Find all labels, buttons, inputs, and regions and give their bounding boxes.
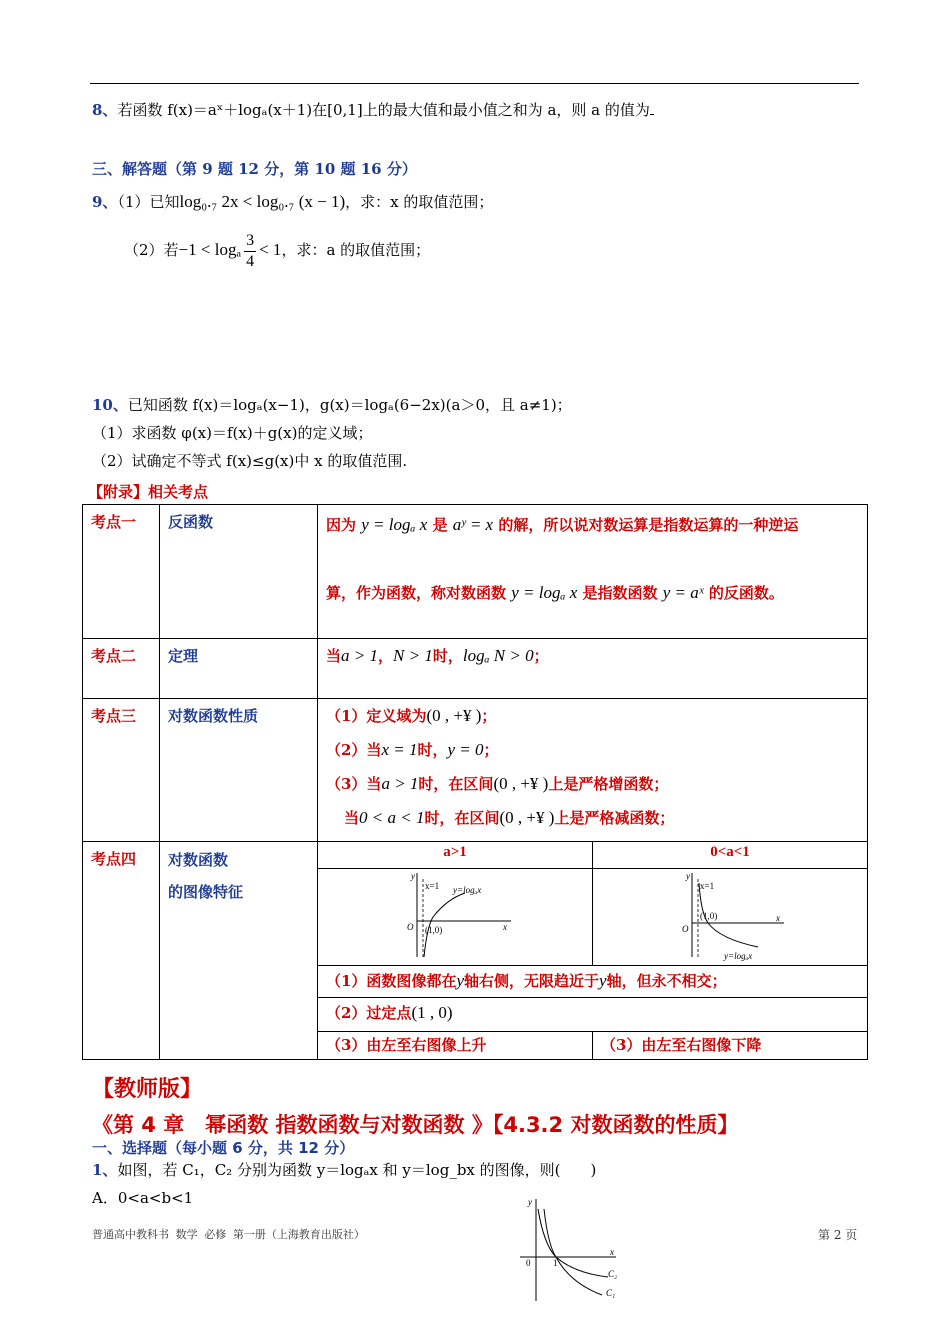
- asymptote-label: x=1: [699, 881, 715, 891]
- text: （2）当: [326, 741, 382, 759]
- question-10-part2: （2）试确定不等式 f(x)≤g(x)中 x 的取值范围.: [92, 452, 408, 470]
- x-label: x: [502, 922, 507, 932]
- table-row: [83, 699, 868, 842]
- c2-label: C₂: [608, 1269, 618, 1279]
- math-expression: −1 < logₐ: [178, 240, 242, 259]
- c1-label: C₁: [606, 1288, 616, 1298]
- text: ，: [378, 647, 394, 665]
- feature-2: [318, 998, 868, 1032]
- math-expression: log₀.₇ 2x < log₀.₇ (x − 1): [179, 192, 346, 211]
- question-text: 已知函数 f(x)＝logₐ(x−1)，g(x)＝logₐ(6−2x)(a＞0，且 a≠1)；: [127, 396, 572, 414]
- text: 的反函数。: [708, 584, 784, 602]
- math-expression: x = 1: [381, 740, 418, 759]
- row-content: [318, 699, 868, 842]
- curve-label: y=logₐx: [452, 885, 482, 895]
- feature-1: [318, 966, 868, 998]
- feature-3-decreasing: （3）由左至右图像下降: [592, 1032, 867, 1060]
- text: ；: [481, 707, 497, 725]
- numerator: 3: [244, 231, 256, 252]
- origin-label: O: [406, 922, 414, 932]
- curve-c1: [544, 1209, 602, 1295]
- table-row: [83, 639, 868, 699]
- log-graph-decreasing: [670, 869, 790, 961]
- text: 时，: [417, 741, 448, 759]
- y-label: y: [685, 871, 690, 881]
- log-graph-increasing: [395, 869, 515, 961]
- row-key: 考点二: [83, 639, 160, 699]
- text: 轴，但永不相交；: [606, 972, 727, 990]
- math-expression: aʸ = x: [452, 515, 494, 534]
- question-number: 10、: [92, 396, 128, 414]
- curve-label: y=logₐx: [723, 951, 753, 961]
- text: （1）已知: [117, 193, 180, 211]
- point-label: (1,0): [424, 925, 443, 935]
- text: ；: [533, 647, 549, 665]
- chapter-title: 《第 4 章 幂函数 指数函数与对数函数 》【4.3.2 对数函数的性质】: [92, 1113, 739, 1137]
- text: 是指数函数: [582, 584, 658, 602]
- math-expression: (1 , 0): [411, 1003, 453, 1022]
- math-expression: (0 , +¥ ): [426, 706, 482, 725]
- text: 当: [326, 647, 342, 665]
- question-9-part2: [124, 231, 430, 279]
- math-expression: 0 < a < 1: [359, 808, 425, 827]
- row-name: [160, 842, 318, 1060]
- math-expression: (0 , +¥ ): [493, 774, 549, 793]
- text: 的解，所以说对数运算是指数运算的一种逆运: [498, 516, 799, 534]
- table-row: [83, 842, 868, 869]
- column-header-a-lt-1: 0<a<1: [592, 842, 867, 869]
- footer-book: 普通高中教科书 数学 必修 第一册（上海教育出版社）: [92, 1228, 365, 1241]
- question-1: [92, 1160, 596, 1180]
- appendix-title: 【附录】相关考点: [88, 483, 209, 501]
- question-text: 如图，若 C₁，C₂ 分别为函数 y＝logₐx 和 y＝log_bx 的图像，则( ): [117, 1161, 597, 1179]
- text: 时，在区间: [418, 775, 494, 793]
- row-content: [318, 639, 868, 699]
- row-key: 考点四: [83, 842, 160, 1060]
- question-10: [92, 395, 572, 415]
- text: 算，作为函数，称对数函数: [326, 584, 507, 602]
- text: ；: [483, 741, 499, 759]
- fraction: [244, 231, 256, 272]
- question-1-graph: [518, 1195, 628, 1305]
- option-a: A．0<a<b<1: [92, 1189, 194, 1207]
- graph-cell: [318, 869, 593, 966]
- text: 对数函数: [168, 851, 229, 869]
- point-label: (1,0): [699, 911, 718, 921]
- row-key: 考点三: [83, 699, 160, 842]
- text: 上是严格增函数；: [548, 775, 669, 793]
- knowledge-table: [82, 504, 868, 1060]
- question-number: 9、: [92, 193, 118, 211]
- row-key: 考点一: [83, 505, 160, 639]
- question-number: 8、: [92, 101, 118, 119]
- math-expression: y = logₐ x: [361, 515, 428, 534]
- row-name: 反函数: [160, 505, 318, 639]
- teacher-edition-title: 【教师版】: [92, 1077, 203, 1102]
- math-expression: logₐ N > 0: [462, 646, 534, 665]
- math-expression: y: [599, 971, 607, 990]
- question-number: 1、: [92, 1161, 118, 1179]
- text: （2）过定点: [326, 1004, 412, 1022]
- text: 轴右侧，无限趋近于: [464, 972, 600, 990]
- y-label: y: [410, 871, 415, 881]
- math-expression: < 1: [259, 240, 282, 259]
- asymptote-label: x=1: [424, 881, 440, 891]
- text: 的图像特征: [168, 883, 244, 901]
- math-expression: a > 1: [381, 774, 419, 793]
- y-label: y: [528, 1197, 532, 1207]
- denominator: 4: [246, 253, 255, 270]
- row-name: 对数函数性质: [160, 699, 318, 842]
- column-header-a-gt-1: a>1: [318, 842, 593, 869]
- text: 上是严格减函数；: [554, 809, 675, 827]
- section-title: 一、选择题（每小题 6 分，共 12 分）: [92, 1139, 355, 1157]
- top-rule: [90, 83, 859, 84]
- feature-3-increasing: （3）由左至右图像上升: [318, 1032, 593, 1060]
- math-expression: y = aˣ: [662, 583, 704, 602]
- row-name: 定理: [160, 639, 318, 699]
- question-8: [92, 100, 654, 120]
- text: （1）定义域为: [326, 707, 427, 725]
- text: 当: [344, 809, 360, 827]
- x-label: x: [610, 1247, 614, 1257]
- text: （2）若: [124, 241, 179, 259]
- footer-page: 第 2 页: [818, 1228, 858, 1242]
- question-text: 若函数 f(x)＝aˣ＋logₐ(x＋1)在[0,1]上的最大值和最小值之和为 a，则 a 的值为: [117, 101, 650, 119]
- text: 时，: [432, 647, 463, 665]
- graph-cell: [592, 869, 867, 966]
- row-content: [318, 505, 868, 639]
- math-expression: N > 1: [393, 646, 433, 665]
- text: （3）当: [326, 775, 382, 793]
- section-title: 三、解答题（第 9 题 12 分，第 10 题 16 分）: [92, 160, 417, 178]
- text: ，求：x 的取值范围；: [345, 193, 494, 211]
- math-expression: y = 0: [447, 740, 484, 759]
- text: 因为: [326, 516, 357, 534]
- question-10-part1: （1）求函数 φ(x)＝f(x)＋g(x)的定义域；: [92, 424, 373, 442]
- origin-label: O: [681, 924, 689, 934]
- math-expression: (0 , +¥ ): [499, 808, 555, 827]
- math-expression: a > 1: [341, 646, 378, 665]
- one-label: 1: [553, 1258, 558, 1268]
- question-9-part1: [92, 192, 493, 212]
- x-label: x: [775, 913, 780, 923]
- text: ，求：a 的取值范围；: [281, 241, 431, 259]
- origin-label: 0: [526, 1258, 531, 1268]
- text: （1）函数图像都在: [326, 972, 457, 990]
- math-expression: y: [456, 971, 464, 990]
- text: 时，在区间: [424, 809, 500, 827]
- math-expression: y = logₐ x: [511, 583, 578, 602]
- text: 是: [432, 516, 448, 534]
- curve-c2: [538, 1209, 608, 1277]
- table-row: [83, 505, 868, 639]
